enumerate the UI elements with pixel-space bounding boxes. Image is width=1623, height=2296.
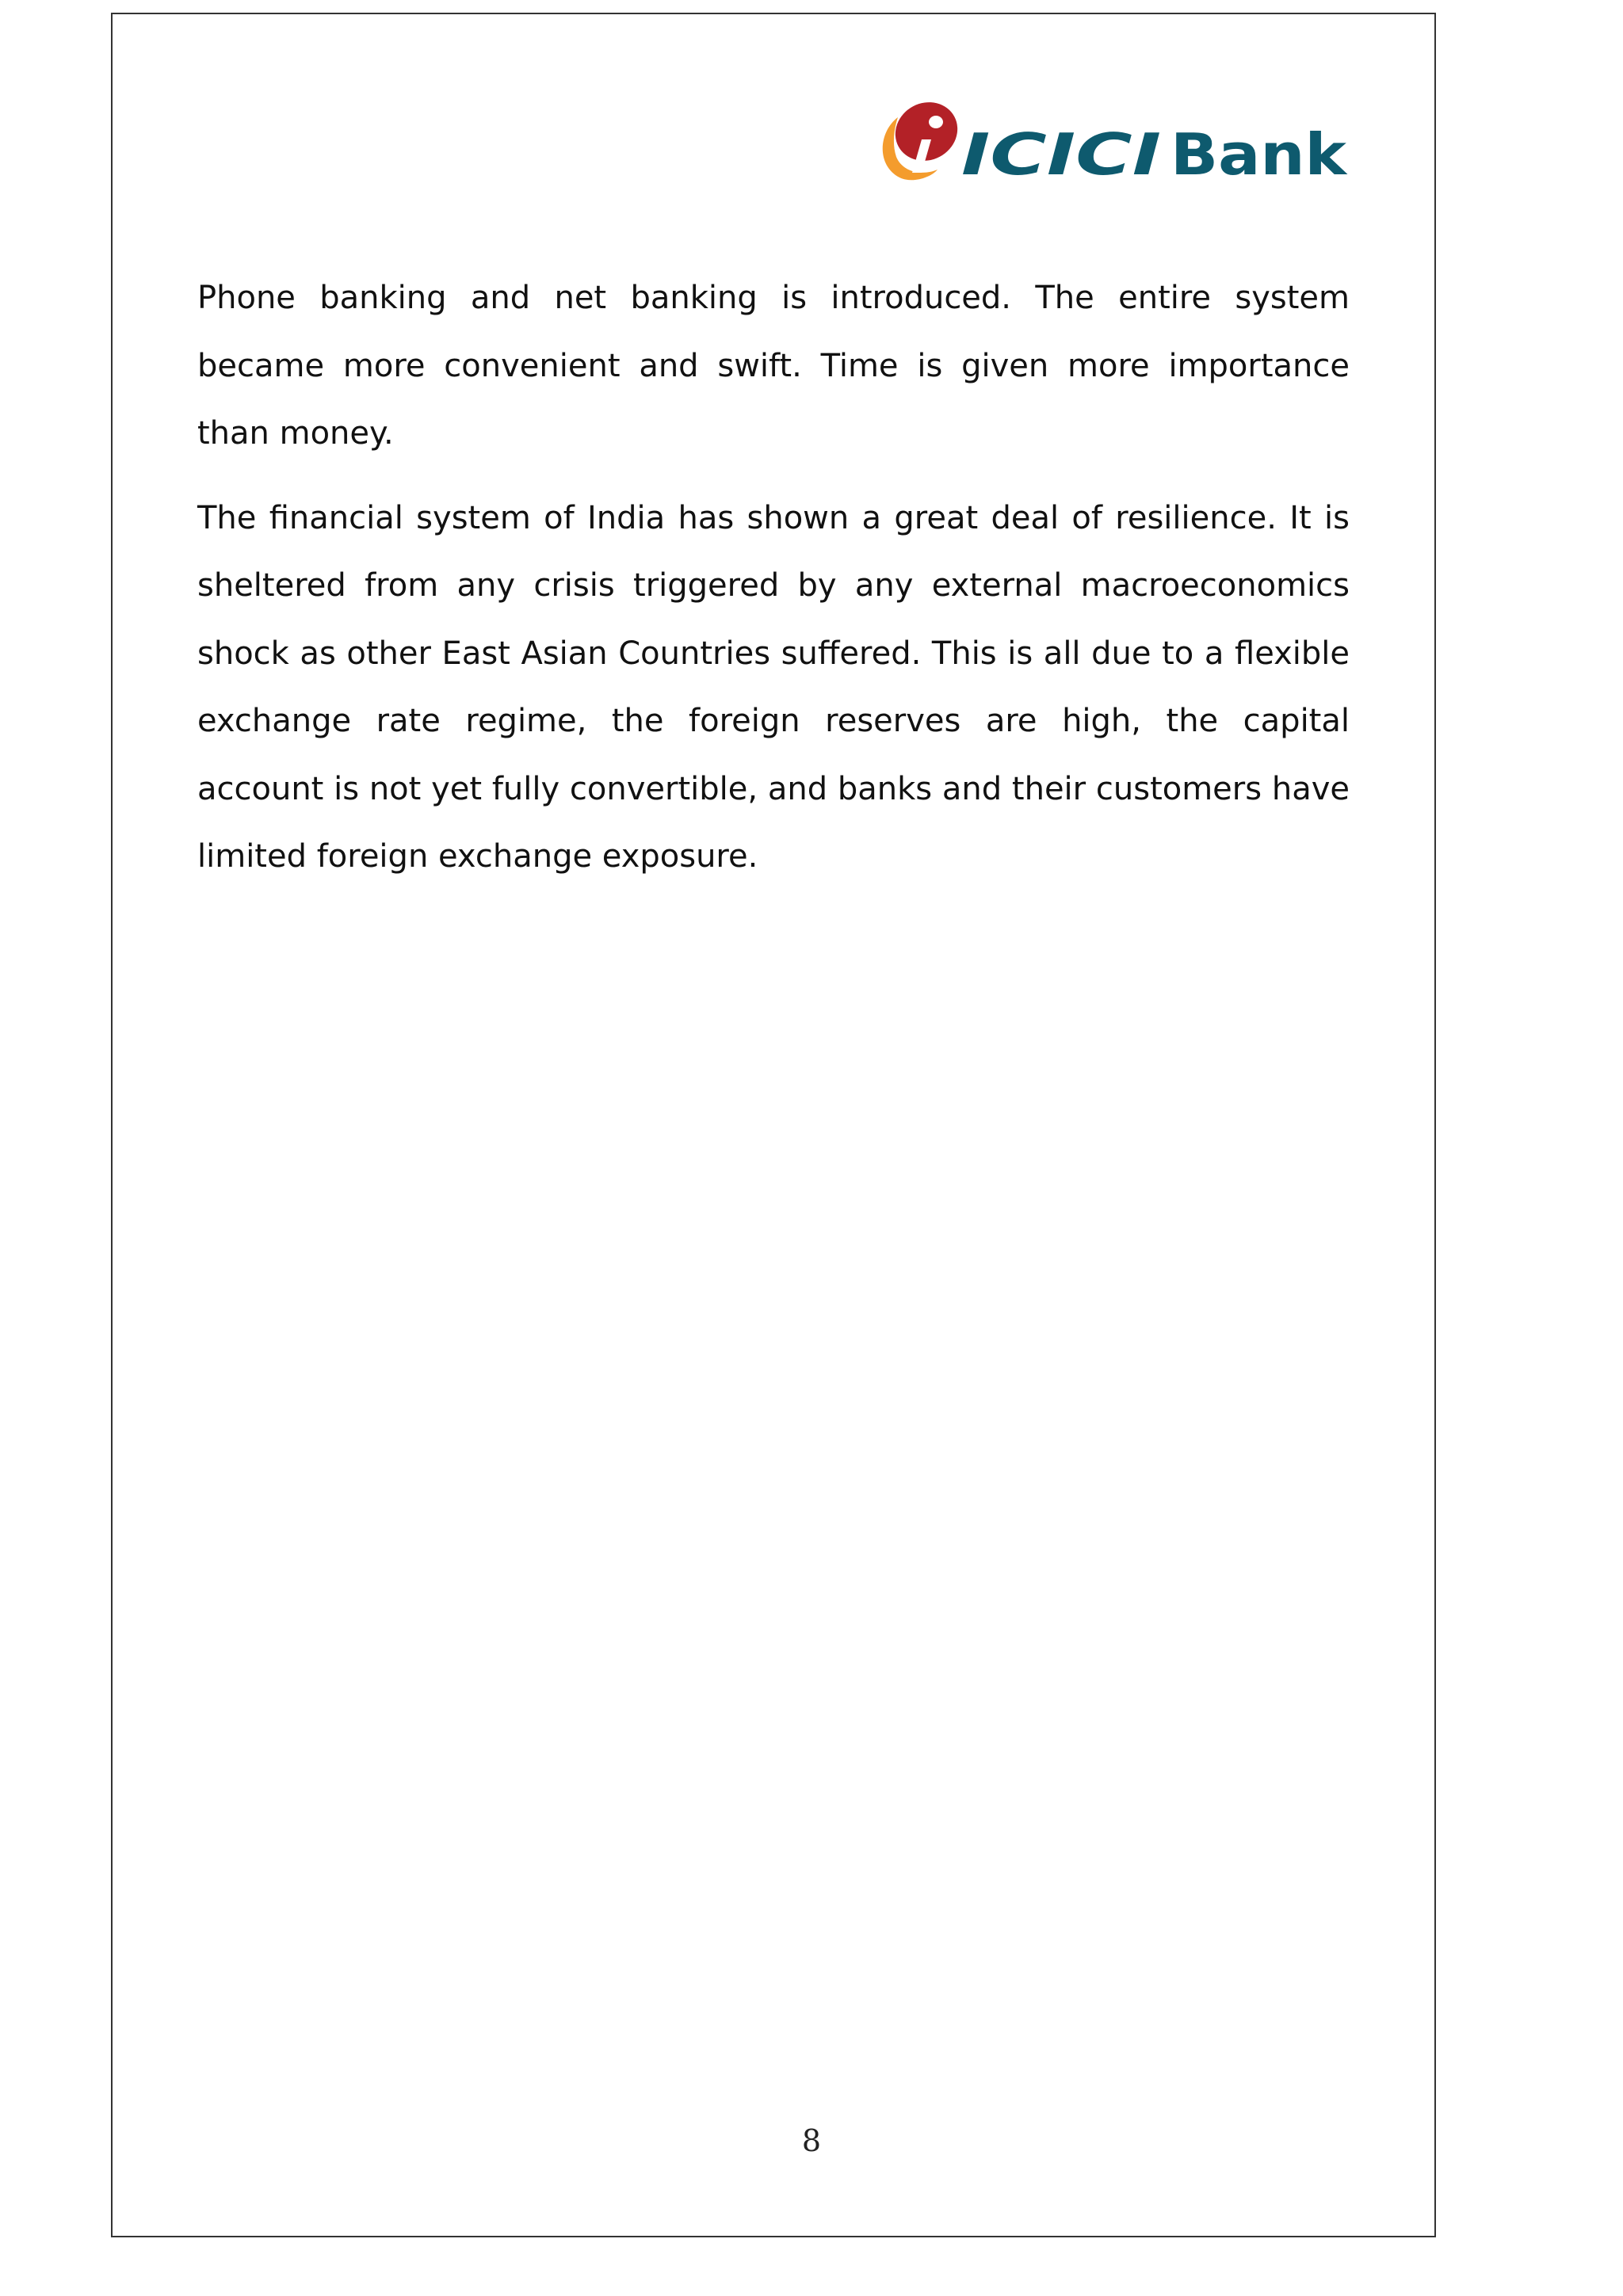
paragraph-financial-system: The financial system of India has shown a great deal of resilience. It is sheltered from any crisis triggered by any external macroeconomics shock as other East Asian Countries suffered. This is all due to a flexible exchange rate regime, the foreign reserves are high, the capital account is not yet fully convertible, and banks and their customers have limited foreign exchange exposure. (197, 499, 1350, 875)
document-body (197, 265, 1350, 908)
logo-suffix: Bank (1170, 121, 1349, 188)
icici-bank-logo (876, 93, 1351, 189)
logo-wordmark: ICICI (961, 121, 1161, 188)
icici-i-logo-icon (883, 93, 968, 180)
paragraph-banking-services: Phone banking and net banking is introduced. The entire system became more convenient and swift. Time is given more importance than money. (197, 280, 1350, 452)
page-number: 8 (801, 2123, 822, 2158)
